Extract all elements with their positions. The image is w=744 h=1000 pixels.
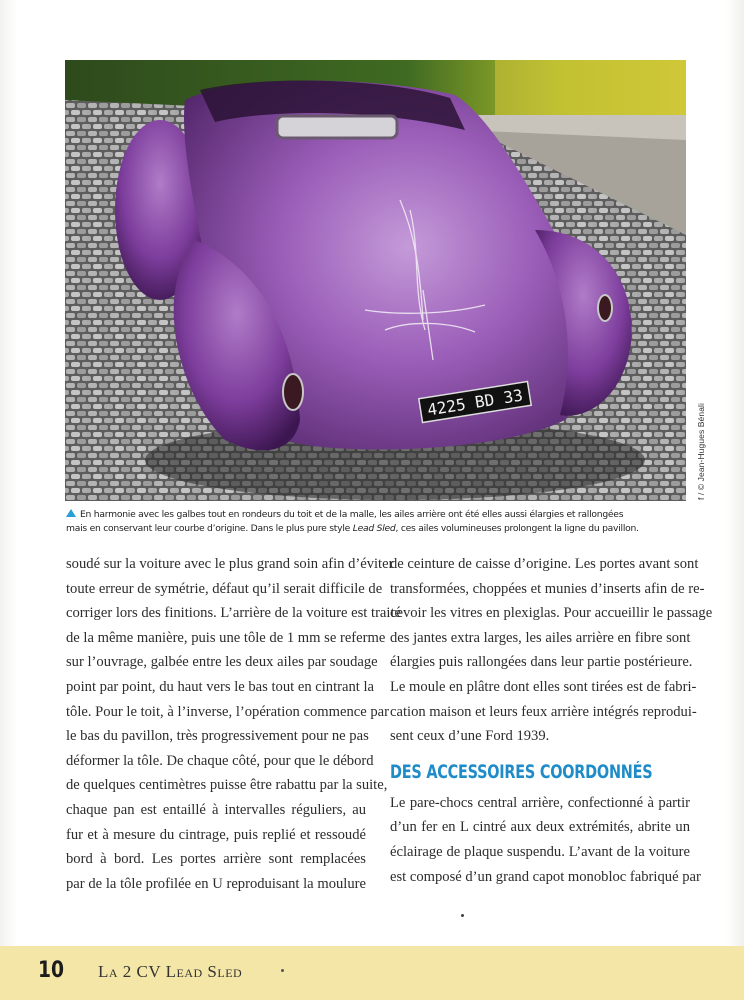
triangle-up-icon bbox=[66, 509, 76, 517]
text-line: de la même manière, puis une tôle de 1 mm se referme bbox=[66, 629, 386, 646]
text-line: des jantes extra larges, les ailes arrière en fibre sont bbox=[390, 629, 691, 646]
section-heading: DES ACCESSOIRES COORDONNÉS bbox=[390, 761, 653, 783]
text-line: point par point, du haut vers le bas tout en cintrant la bbox=[66, 678, 375, 695]
text-line: cation maison et leurs feux arrière intégrés reprodui- bbox=[390, 703, 697, 720]
text-line: bord à bord. Les portes arrière sont remplacées bbox=[66, 851, 366, 868]
text-line: toute erreur de symétrie, défaut qu’il serait difficile de bbox=[66, 580, 383, 597]
footer-dot bbox=[281, 969, 284, 972]
text-line: fur et à mesure du cintrage, puis replié et ressoudé bbox=[66, 826, 366, 843]
car-photo bbox=[65, 60, 686, 501]
text-line: le bas du pavillon, très progressivement pour ne pas bbox=[66, 728, 369, 745]
text-line: Le moule en plâtre dont elles sont tirées est de fabri- bbox=[390, 678, 697, 695]
text-line: élargies puis rallongées dans leur partie postérieure. bbox=[390, 654, 693, 671]
text-line: par de la tôle profilée en U reproduisant la moulure bbox=[66, 875, 366, 892]
body-text-left bbox=[66, 552, 401, 896]
page-number: 10 bbox=[38, 958, 65, 983]
text-line: cevoir les vitres en plexiglas. Pour accueillir le passage bbox=[390, 605, 713, 622]
text-line: corriger lors des finitions. L’arrière de la voiture est traité bbox=[66, 605, 401, 622]
text-line: de quelques centimètres puisse être rabattu par la suite, bbox=[66, 777, 388, 794]
running-title: La 2 CV Lead Sled bbox=[98, 962, 243, 981]
text-line: chaque pan est entaillé à intervalles réguliers, au bbox=[66, 801, 366, 818]
text-line: transformées, choppées et munies d’inserts afin de re- bbox=[390, 580, 705, 597]
text-line: éclairage de plaque suspendu. L’avant de la voiture bbox=[390, 843, 690, 860]
text-line: déformer la tôle. De chaque côté, pour que le débord bbox=[66, 752, 374, 769]
text-line: de ceinture de caisse d’origine. Les portes avant sont bbox=[390, 556, 699, 572]
body-text-right bbox=[390, 552, 713, 889]
photo-caption: En harmonie avec les galbes tout en rondeurs du toit et de la malle, les ailes arrière ont été elles aussi élargies et rallongées mais en conservant leur courbe d’origine. Dans le plus pure style Lead Sled, ces ailes volumineuses prolongent la ligne du pavillon. bbox=[66, 509, 639, 534]
text-line: est composé d’un grand capot monobloc fabriqué par bbox=[390, 868, 701, 885]
text-line: Le pare-chocs central arrière, confectionné à partir bbox=[390, 794, 690, 811]
text-line: sur l’ouvrage, galbée entre les deux ailes par soudage bbox=[66, 654, 378, 671]
license-plate: 4225 BD 33 bbox=[426, 385, 525, 420]
decorative-dot bbox=[461, 914, 464, 917]
photo-credit: f / © Jean-Hugues Bénali bbox=[696, 402, 706, 500]
text-line: soudé sur la voiture avec le plus grand soin afin d’éviter bbox=[66, 556, 394, 572]
text-line: sent ceux d’une Ford 1939. bbox=[390, 728, 550, 745]
text-line: d’un fer en L cintré aux deux extrémités, abrite un bbox=[390, 819, 690, 836]
text-line: tôle. Pour le toit, à l’inverse, l’opération commence par bbox=[66, 703, 389, 720]
